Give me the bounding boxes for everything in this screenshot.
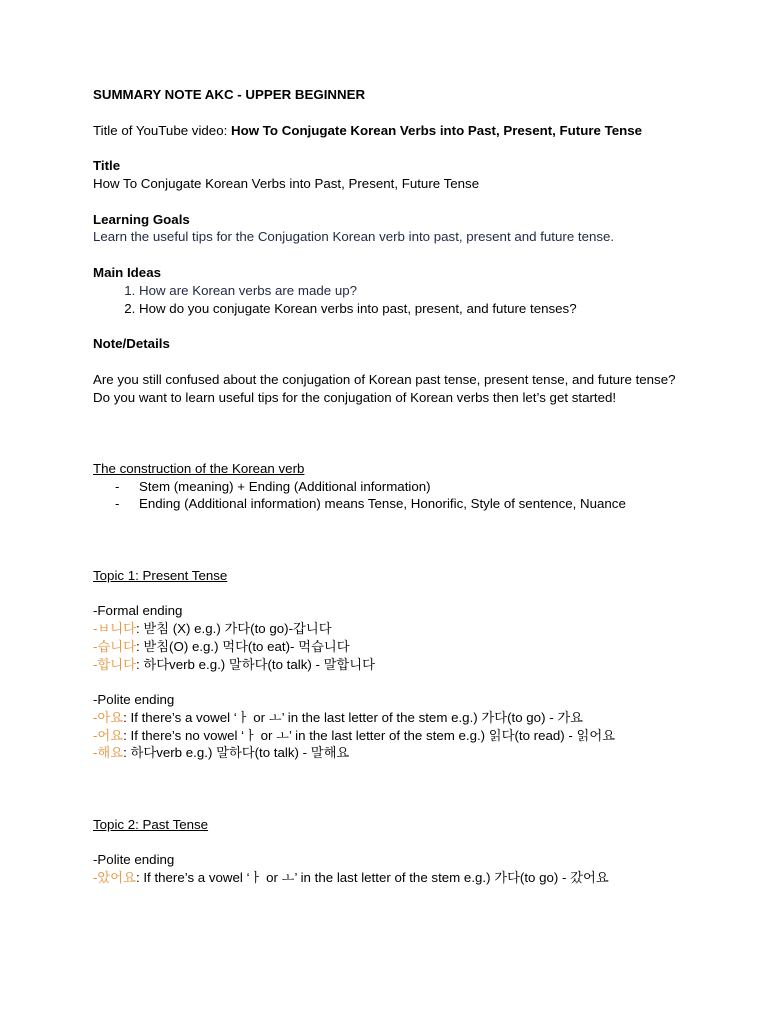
notes-intro: Are you still confused about the conjugation of Korean past tense, present tense, and future tense? Do you want to learn useful tips for the conjugation of Korean verbs then let’s get started! — [93, 371, 676, 405]
notes-heading: Note/Details — [93, 336, 170, 352]
title-text: How To Conjugate Korean Verbs into Past, Present, Future Tense — [93, 175, 480, 191]
document-page — [93, 86, 683, 887]
ending-term: -해요 — [93, 745, 124, 761]
ending-term: -합니다 — [93, 656, 136, 672]
topic2-polite-label: -Polite ending — [93, 852, 175, 868]
ending-description: : 하다verb e.g.) 말하다(to talk) - 말합니다 — [135, 656, 375, 672]
dash-bullet: - — [115, 478, 120, 494]
ending-term: -습니다 — [93, 638, 136, 654]
ending-description: : 하다verb e.g.) 말하다(to talk) - 말해요 — [123, 745, 350, 761]
title-heading: Title — [93, 158, 121, 174]
video-title-value: How To Conjugate Korean Verbs into Past, Present, Future Tense — [231, 122, 643, 138]
topic1-heading: Topic 1: Present Tense — [93, 567, 228, 583]
construction-item-text: Stem (meaning) + Ending (Additional information) — [139, 478, 431, 494]
ending-description: : 받침 (X) e.g.) 가다(to go)-갑니다 — [135, 620, 332, 636]
topic1-formal-label: -Formal ending — [93, 603, 183, 619]
learning-goals-heading: Learning Goals — [93, 211, 190, 227]
polite-ending-row — [93, 727, 683, 745]
formal-ending-row — [93, 656, 683, 674]
construction-item — [93, 495, 683, 513]
past-ending-row — [93, 869, 683, 887]
construction-item — [93, 478, 683, 496]
dash-bullet: - — [115, 496, 120, 512]
ending-term: -았어요 — [93, 870, 136, 886]
polite-ending-row — [93, 744, 683, 762]
video-title-line — [93, 122, 683, 140]
document-title: SUMMARY NOTE AKC - UPPER BEGINNER — [93, 87, 366, 102]
ending-description: : If there’s no vowel ‘ㅏ or ㅗ’ in the last letter of the stem e.g.) 읽다(to read) - 읽어요 — [123, 727, 616, 743]
ending-term: -아요 — [93, 709, 124, 725]
ending-term: -ㅂ니다 — [93, 620, 136, 636]
construction-list — [93, 478, 683, 514]
polite-ending-row — [93, 709, 683, 727]
construction-item-text: Ending (Additional information) means Tense, Honorific, Style of sentence, Nuance — [139, 496, 626, 512]
topic2-heading: Topic 2: Past Tense — [93, 816, 209, 832]
ending-description: : 받침(O) e.g.) 먹다(to eat)- 먹습니다 — [135, 638, 350, 654]
main-idea-item: 1. How are Korean verbs are made up? — [139, 282, 683, 300]
topic1-polite-label: -Polite ending — [93, 692, 175, 708]
video-title-label: Title of YouTube video: — [93, 122, 231, 138]
ending-description: : If there’s a vowel ‘ㅏ or ㅗ’ in the last letter of the stem e.g.) 가다(to go) - 갔어요 — [135, 870, 609, 886]
ending-term: -어요 — [93, 727, 124, 743]
learning-goals-text: Learn the useful tips for the Conjugation Korean verb into past, present and future tense. — [93, 229, 615, 245]
ending-description: : If there’s a vowel ‘ㅏ or ㅗ’ in the last letter of the stem e.g.) 가다(to go) - 가요 — [123, 709, 584, 725]
main-ideas-list — [93, 282, 683, 318]
construction-heading: The construction of the Korean verb — [93, 460, 305, 476]
formal-ending-row — [93, 638, 683, 656]
main-idea-item: 2. How do you conjugate Korean verbs into past, present, and future tenses? — [139, 300, 683, 318]
main-ideas-heading: Main Ideas — [93, 264, 161, 280]
formal-ending-row — [93, 620, 683, 638]
